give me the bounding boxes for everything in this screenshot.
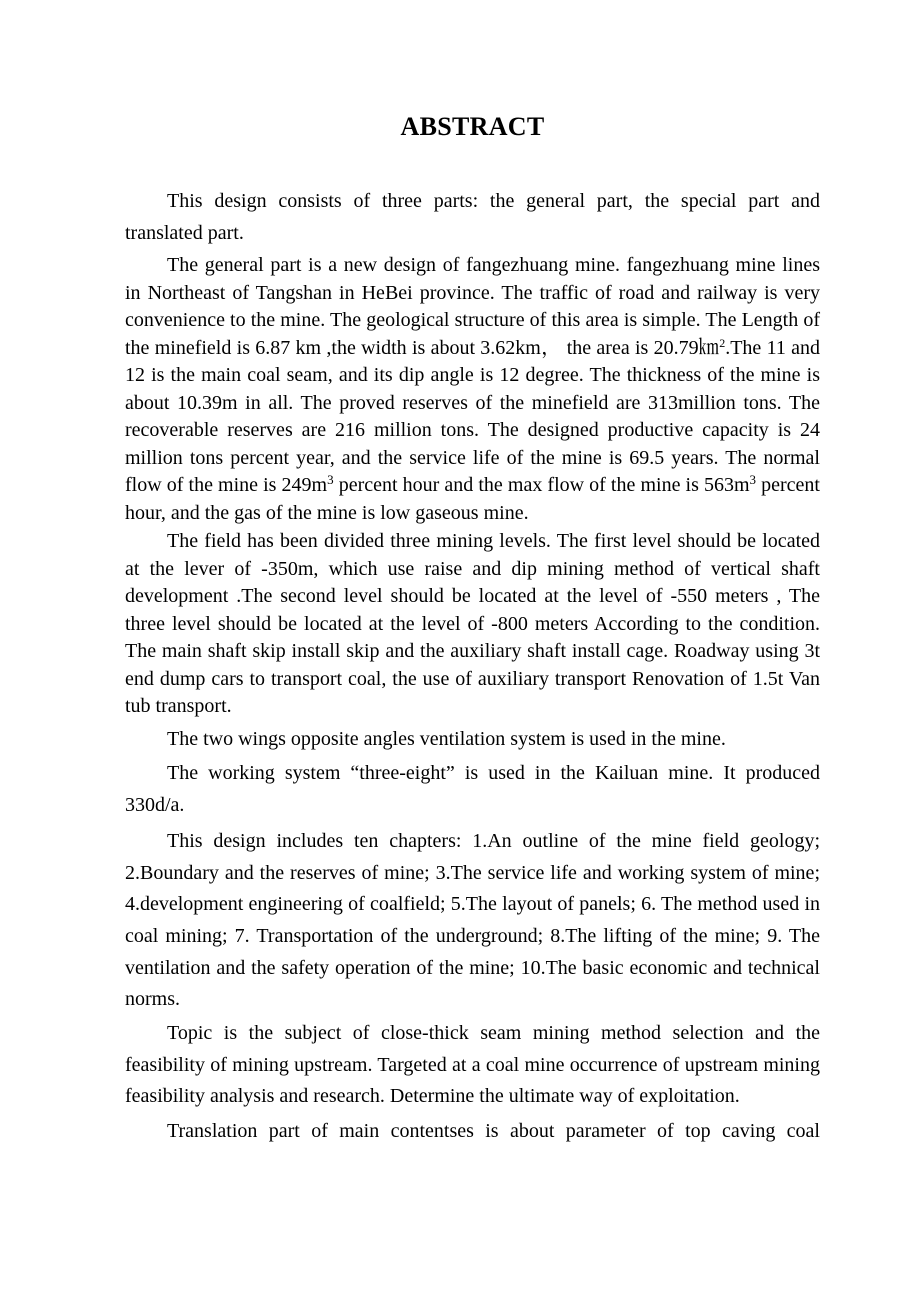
paragraph-translation-part: Translation part of main contentses is about parameter of top caving coal bbox=[167, 1120, 820, 1143]
superscript-3-normal-flow: 3 bbox=[327, 472, 334, 488]
superscript-3-max-flow: 3 bbox=[749, 472, 757, 488]
paragraph-ventilation-system: The two wings opposite angles ventilation system is used in the mine. bbox=[167, 727, 726, 750]
general-part-text-1: The general part is a new design of fangezhuang mine. fangezhuang mine lines in Northeast of Tangshan in HeBei province. The traffic of road and railway is very convenience to the mine. The geological structure of this area is simple. The Length of the minefield is 6.87 km ,the width is about 3.62km， the area is 20.79 bbox=[125, 254, 820, 359]
abstract-body bbox=[125, 186, 820, 1148]
paragraph-topic: Topic is the subject of close-thick seam mining method selection and the feasibility of mining upstream. Targeted at a coal mine occurrence of upstream mining feasibility analysis and research. Determine the ultimate way of exploitation. bbox=[125, 1022, 820, 1108]
paragraph-mining-levels: The field has been divided three mining levels. The first level should be located at the lever of -350m, which use raise and dip mining method of vertical shaft development .The second level should be located at the level of -550 meters , The three level should be located at the level of -800 meters According to the condition. The main shaft skip install skip and the auxiliary shaft install cage. Roadway using 3t end dump cars to transport coal, the use of auxiliary transport Renovation of 1.5t Van tub transport. bbox=[125, 530, 820, 718]
unit-km: ㎞ bbox=[698, 336, 720, 359]
paragraph-three-parts: This design consists of three parts: the general part, the special part and translated part. bbox=[125, 190, 820, 244]
paragraph-working-system: The working system “three-eight” is used in the Kailuan mine. It produced 330d/a. bbox=[125, 762, 820, 817]
general-part-text-3: percent hour and the max flow of the mine is 563m bbox=[333, 474, 750, 497]
paragraph-general-part bbox=[125, 252, 820, 527]
general-part-text-2: .The 11 and 12 is the main coal seam, and its dip angle is 12 degree. The thickness of the mine is about 10.39m in all. The proved reserves of the minefield are 313million tons. The recoverable reserves are 216 million tons. The designed productive capacity is 24 million tons percent year, and the service life of the mine is 69.5 years. The normal flow of the mine is 249m bbox=[125, 336, 821, 497]
superscript-2: 2 bbox=[719, 335, 726, 350]
general-part-text-4: percent hour, and the gas of the mine is low gaseous mine. bbox=[125, 474, 820, 524]
abstract-title: ABSTRACT bbox=[400, 112, 545, 141]
paragraph-ten-chapters: This design includes ten chapters: 1.An outline of the mine field geology; 2.Boundary and the reserves of mine; 3.The service life and working system of mine; 4.development engineering of coalfield; 5.The layout of panels; 6. The method used in coal mining; 7. Transportation of the underground; 8.The lifting of the mine; 9. The ventilation and the safety operation of the mine; 10.The basic economic and technical norms. bbox=[125, 829, 820, 1011]
